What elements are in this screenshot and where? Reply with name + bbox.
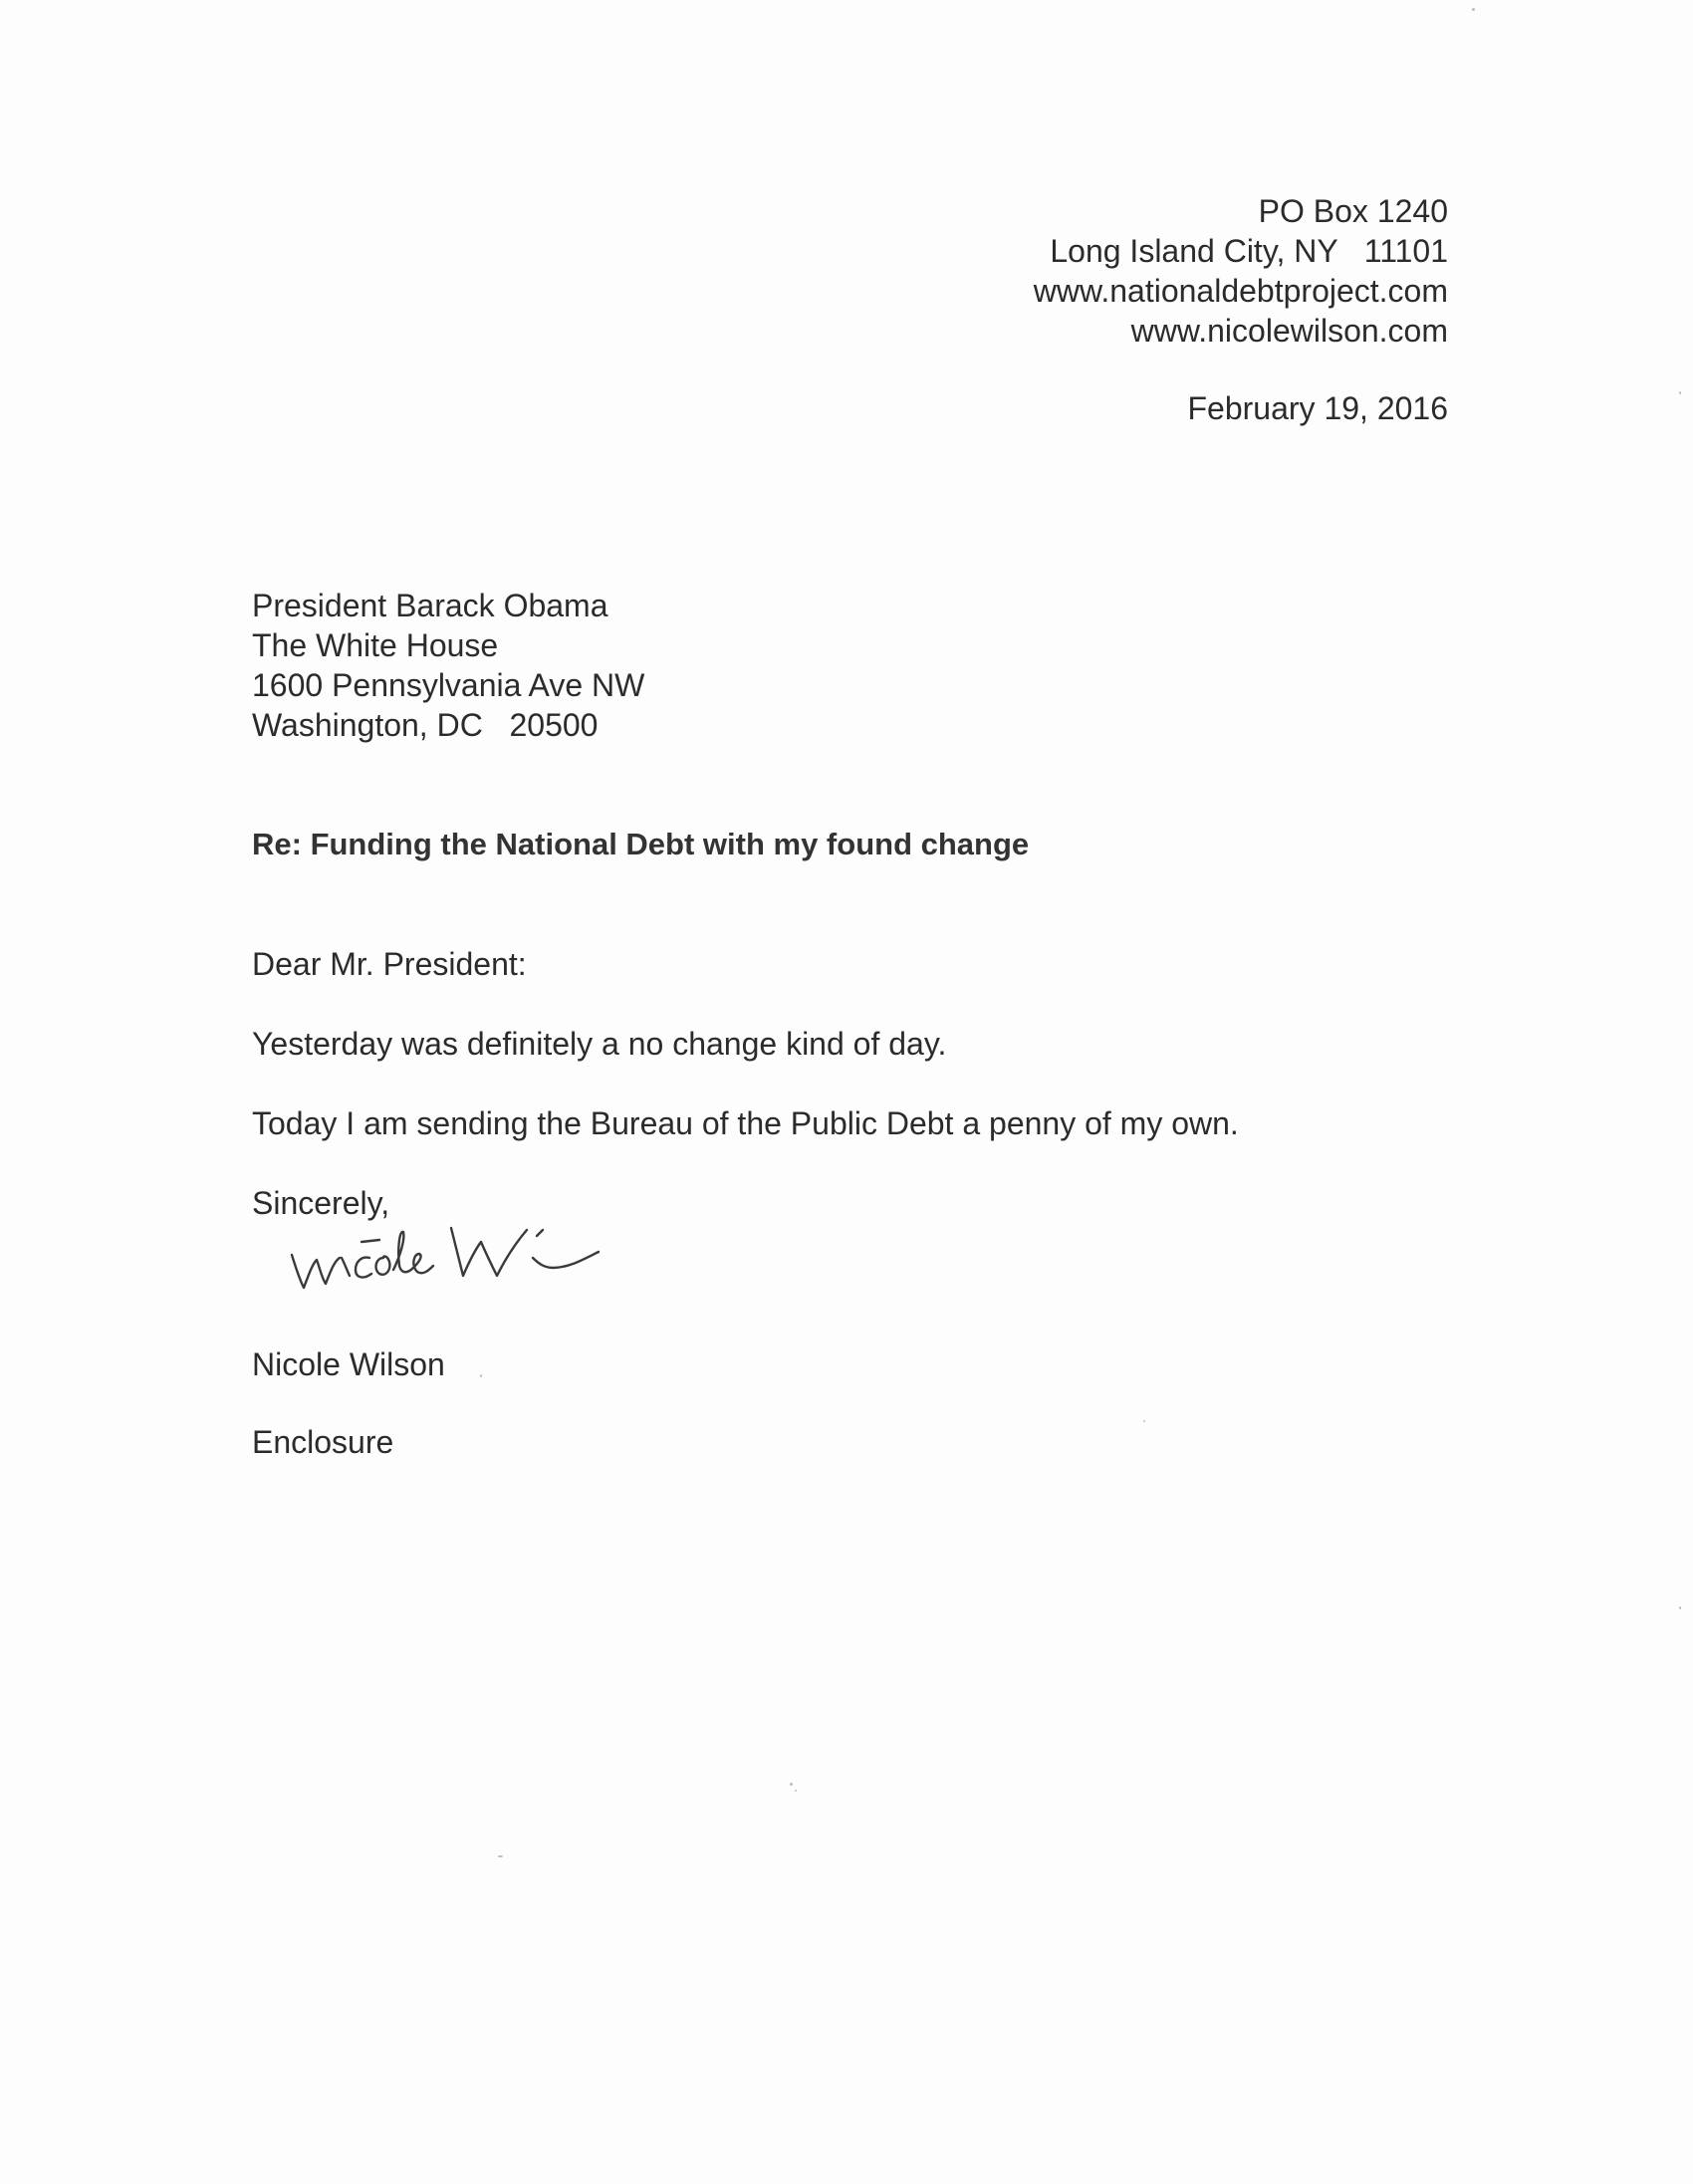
scan-speck bbox=[1143, 1420, 1145, 1422]
recipient-name: President Barack Obama bbox=[252, 588, 608, 623]
subject-line: Re: Funding the National Debt with my found change bbox=[252, 827, 1030, 861]
body-paragraph: Today I am sending the Bureau of the Public Debt a penny of my own. bbox=[252, 1105, 1239, 1141]
salutation: Dear Mr. President: bbox=[252, 946, 527, 982]
body-paragraph: Yesterday was definitely a no change kind of day. bbox=[252, 1026, 947, 1062]
closing: Sincerely, bbox=[252, 1185, 390, 1221]
return-address-line: Long Island City, NY 11101 bbox=[1050, 233, 1448, 269]
recipient-line: The White House bbox=[252, 627, 499, 663]
scan-speck bbox=[795, 1790, 797, 1792]
recipient-line: 1600 Pennsylvania Ave NW bbox=[252, 667, 645, 703]
recipient-line: Washington, DC 20500 bbox=[252, 707, 599, 743]
scan-speck bbox=[1472, 8, 1475, 11]
letter-date: February 19, 2016 bbox=[1187, 390, 1448, 426]
return-address bbox=[1034, 191, 1448, 351]
return-address-line: PO Box 1240 bbox=[1258, 193, 1448, 229]
signer-name: Nicole Wilson bbox=[252, 1346, 445, 1382]
scan-speck bbox=[498, 1855, 503, 1857]
scan-speck bbox=[480, 1374, 482, 1377]
scan-speck bbox=[1679, 1606, 1681, 1609]
return-address-website: www.nationaldebtproject.com bbox=[1033, 273, 1448, 309]
scan-speck bbox=[1679, 391, 1681, 394]
enclosure-notation: Enclosure bbox=[252, 1424, 394, 1460]
return-address-website: www.nicolewilson.com bbox=[1130, 313, 1448, 349]
handwritten-signature bbox=[284, 1210, 662, 1320]
scan-speck bbox=[790, 1783, 793, 1786]
recipient-address bbox=[252, 586, 644, 745]
